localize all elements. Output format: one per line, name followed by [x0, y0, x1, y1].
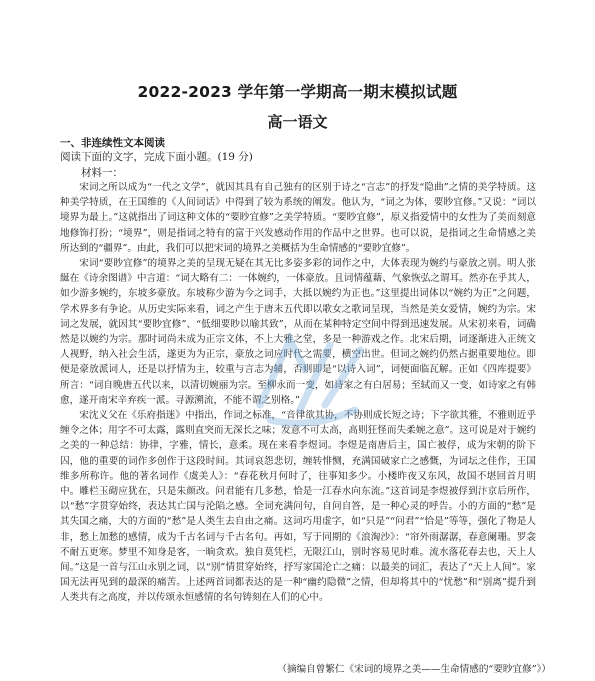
paragraph-1: 宋词之所以成为“一代之文学”，就因其具有自己独有的区别于诗之“言志”的抒发“隐曲”之情的美学特质。这种美学特质，在王国维的《人间词话》中得到了较为系统的阐发。他认为，“词之为体，要眇宜修。”又说：“词以境界为最上。”这就指出了词这种文体的“要眇宜修”之美学特质。“要眇宜修”，原义指爱情中的女性为了美而刻意地修饰打扮；“境界”，则是指词之特有的富于兴发感动作用的作品中之世界。也可以说，是指词之生命情感之美所达到的“疆界”。由此，我们可以把宋词的境界之美概括为生命情感的“要眇宜修”。 — [60, 182, 536, 254]
material-label: 材料一： — [81, 167, 123, 179]
watermark-logo-icon — [230, 310, 390, 440]
source-citation: （摘编自曾繁仁《宋词的境界之美——生命情感的“要眇宜修”》） — [277, 664, 551, 675]
paragraph-2: 宋词“要眇宜修”的境界之美的呈现无疑在其无比多姿多彩的词作之中，大体表现为婉约与豪放之别。明人张綖在《诗余图谱》中言道：“词大略有二：一体婉约，一体豪放。且词情蕴藉、气象恢弘之谓耳。然亦在乎其人，如少游多婉约，东坡多豪放。东坡称少游为今之词手，大抵以婉约为正也。”这里提出词体以“婉约为正”之问题，学术界多有争论。从历史实际来看，词之产生于唐末五代即以歌女之歌词呈现，当然是美女爱情，婉约为宗。宋词之发展，就因其“要眇宜修”、“低细要眇以喻其致”，从而在某种特定空间中得到迅速发展。从宋初来看，词确然是以婉约为宗。那时词尚未成为正宗文体，不上大雅之堂，多是一种游戏之作。北宋后期，词逐渐进入正统文人视野，纳入社会生活，遂更为为正宗，豪放之词应时代之需要，横空出世。但词之婉约仍然占据重要地位。即便是豪放派词人，还是以抒情为主，较重与言志为辅，否则即是“以诗入词”，词便面临瓦解。正如《四库提要》所言：“词自晚唐五代以来，以清切婉丽为宗。至柳永而一变，如诗家之有白居易；至轼而又一变，如诗家之有韩愈，遂开南宋辛弃疾一派。寻源溯流，不能不谓之别格。” — [60, 258, 536, 406]
exam-title: 2022-2023 学年第一学期高一期末模拟试题 — [137, 83, 458, 101]
subject-title: 高一语文 — [267, 113, 328, 131]
paragraph-3: 宋沈义父在《乐府指迷》中指出，作词之标准，“音律欲其协，不协则成长短之诗；下字欲其雅，不雅则近乎缠令之体；用字不可太露，露则直突而无深长之味；发意不可太高，高则狂怪而失柔婉之意”。这可说是对于婉约之美的一种总结：协律，字雅，情长，意柔。现在来看李煜词。李煜是南唐后主，国亡被俘，成为宋朝的阶下囚，他的重要的词作多创作于这段时间。其词哀怨悲切，缠转悱恻，充满国破家亡之感慨，为词坛之佳作，王国维多所称许。他的著名词作《虞美人》：“春花秋月何时了，往事知多少。小楼昨夜又东风，故国不堪回首月明中。雕栏玉砌应犹在，只是朱颜改。问君能有几多愁，恰是一江春水向东流。”这首词是李煜被俘到汴京后所作，以“愁”字贯穿始终，表达其亡国与沦陷之感。全词充满问句，自问自答，是一种心灵的呼告。小的方面的“愁”是其失国之痛，大的方面的“愁”是人类生去自由之痛。这词巧用虚字，如“只是”“问君”“恰是”等等，强化了物是人非，愁上加愁的感情，成为千古名词与千古名句。再如，写于同期的《浪淘沙》：“帘外雨潺潺，春意阑珊。罗衾不耐五更寒。梦里不知身是客，一晌贪欢。独自莫凭栏，无限江山，别时容易见时难。流水落花春去也，天上人间。”这是一首与江山永别之词，以“别”情贯穿始终，抒写家国沦亡之痛：以最美的词汇，表达了“天上人间”。家国无法再见到的最深的痛苦。上述两首词都表达的是一种“幽约隐微”之情，但却将其中的“忧愁”和“别离”提升到人类共有之高度，并以传颂永恒感情的名句铸刻在人们的心中。 — [60, 410, 536, 604]
section-instruction: 阅读下面的文字，完成下面小题。(19 分) — [60, 151, 253, 163]
section-heading: 一、非连续性文本阅读 — [60, 137, 165, 149]
